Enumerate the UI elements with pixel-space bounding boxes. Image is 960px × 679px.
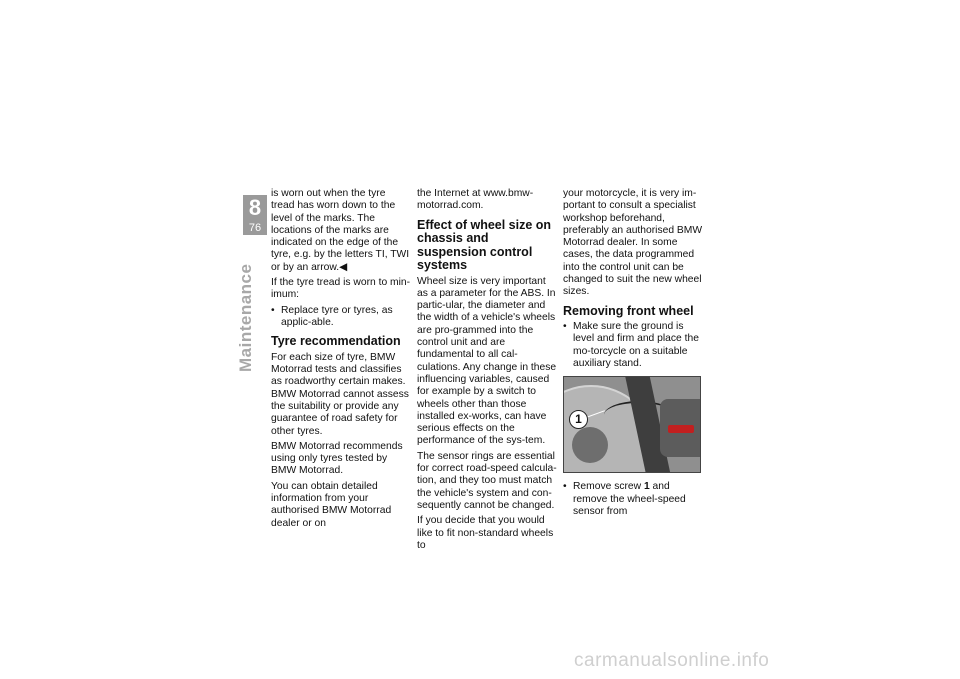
chapter-title: Maintenance — [236, 263, 255, 372]
section-heading-wheel-size: Effect of wheel size on chassis and suspension control systems — [417, 217, 552, 273]
page-number: 76 — [248, 222, 262, 234]
paragraph: BMW Motorrad recommends using only tyres tested by BMW Motorrad. — [271, 440, 403, 477]
paragraph: If the tyre tread is worn to min-imum: — [271, 277, 411, 301]
section-heading-tyre-recommendation: Tyre recommendation — [271, 334, 401, 349]
paragraph: the Internet at www.bmw-motorrad.com. — [417, 188, 534, 212]
text-column-2 — [417, 188, 557, 555]
bullet-text: Remove screw — [573, 481, 644, 493]
list-item: • Make sure the ground is level and firm and place the mo-torcycle on a suitable auxiliary stand. — [563, 321, 703, 370]
front-wheel-photo — [563, 376, 701, 473]
paragraph: For each size of tyre, BMW Motorrad tests and classifies as roadworthy certain makes. BMW Motorrad cannot assess the suitability or provide any guarantee of road safety for other tyres. — [271, 351, 409, 437]
bullet-text: and remove the wheel-speed sensor from — [573, 481, 686, 517]
paragraph: If you decide that you would like to fit non-standard wheels to — [417, 515, 554, 551]
paragraph: The sensor rings are essential for correct road-speed calcula-tion, and they too must match the vehicle's system and con-sequently cannot be changed. — [417, 450, 557, 511]
section-heading-removing-front-wheel: Removing front wheel — [563, 303, 694, 318]
list-item — [563, 481, 703, 518]
text-column-3 — [563, 188, 703, 521]
callout-1: 1 — [569, 410, 588, 429]
paragraph: your motorcycle, it is very im-portant to consult a specialist workshop beforehand, preferably an authorised BMW Motorrad dealer. In some cases, the data programmed into the control unit can be changed to suit the new wheel sizes. — [563, 188, 703, 298]
paragraph: You can obtain detailed information from your authorised BMW Motorrad dealer or on — [271, 480, 392, 529]
screw-number: 1 — [643, 481, 650, 493]
watermark: carmanualsonline.info — [574, 650, 770, 671]
chapter-number: 8 — [248, 195, 262, 220]
list-item: • Replace tyre or tyres, as applic-able. — [271, 305, 411, 330]
paragraph: is worn out when the tyre tread has worn down to the level of the marks. The locations of the marks are indicated on the edge of the tyre, e.g. by the letters TI, TWI or by an arrow.◀ — [271, 188, 410, 273]
caliper-logo — [668, 425, 694, 433]
text-column-1 — [271, 188, 411, 533]
paragraph: Wheel size is very important as a parameter for the ABS. In partic-ular, the diameter and the width of a vehicle's wheels are pro-grammed into the control unit and are fundamental to all cal-culations. Any change in these influencing variables, caused for example by a switch to wheels other than those installed ex-works, can have serious effects on the performance of the sys-tem. — [417, 275, 557, 447]
chapter-tab — [243, 195, 267, 235]
